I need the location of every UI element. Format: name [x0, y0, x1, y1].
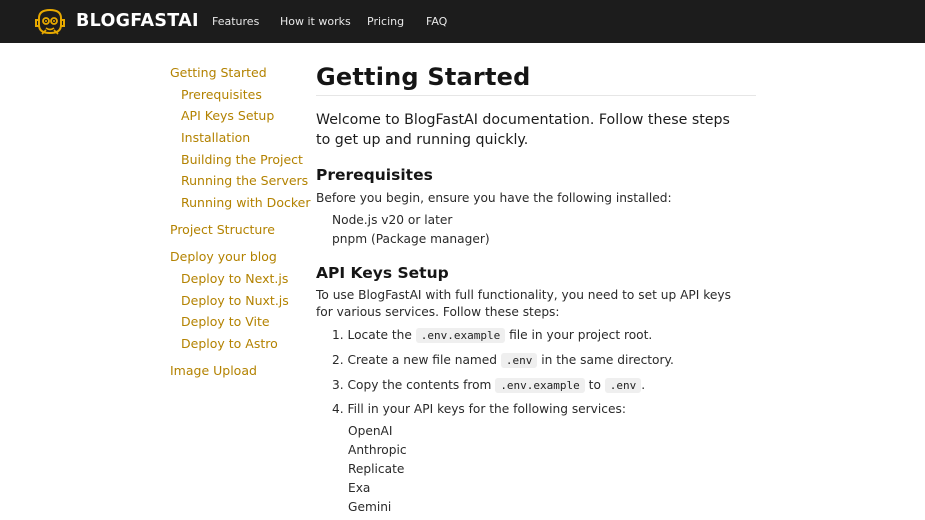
top-navbar: [0, 0, 925, 43]
sidebar-item-prerequisites[interactable]: Prerequisites: [181, 87, 262, 102]
nav-pricing[interactable]: Pricing: [367, 15, 405, 28]
page-title: Getting Started: [316, 63, 531, 91]
sidebar-item-installation[interactable]: Installation: [181, 130, 251, 145]
nav-faq[interactable]: FAQ: [426, 15, 448, 28]
service-anthropic: Anthropic: [348, 443, 407, 457]
sidebar-item-running-with-docker[interactable]: Running with Docker: [181, 195, 311, 210]
sidebar-item-deploy-astro[interactable]: Deploy to Astro: [181, 336, 278, 351]
sidebar-item-api-keys-setup[interactable]: API Keys Setup: [181, 108, 275, 123]
robot-logo-icon[interactable]: [35, 8, 65, 36]
service-replicate: Replicate: [348, 462, 405, 476]
step-3-num: 3.: [332, 378, 344, 392]
step-1: [332, 327, 652, 344]
sidebar-item-building-the-project[interactable]: Building the Project: [181, 152, 303, 167]
step-4: [332, 401, 626, 417]
sidebar-item-getting-started[interactable]: Getting Started: [170, 65, 267, 80]
step-3: [332, 377, 645, 394]
step-4-num: 4.: [332, 402, 344, 416]
step-3-post: .: [641, 378, 646, 392]
step-2-post: in the same directory.: [541, 353, 674, 367]
sidebar-item-deploy-nextjs[interactable]: Deploy to Next.js: [181, 271, 289, 286]
step-3-pre: Copy the contents from: [347, 378, 492, 392]
prerequisites-text: Before you begin, ensure you have the following installed:: [316, 191, 672, 205]
step-2-num: 2.: [332, 353, 344, 367]
env-example-code: .env.example: [495, 378, 584, 393]
step-1-num: 1.: [332, 328, 344, 342]
sidebar-item-project-structure[interactable]: Project Structure: [170, 222, 275, 237]
step-2: [332, 352, 674, 369]
sidebar-item-running-the-servers[interactable]: Running the Servers: [181, 173, 309, 188]
step-1-post: file in your project root.: [509, 328, 653, 342]
title-divider: [316, 95, 756, 96]
sidebar-item-deploy-vite[interactable]: Deploy to Vite: [181, 314, 270, 329]
env-code: .env: [605, 378, 642, 393]
sidebar-item-deploy-nuxtjs[interactable]: Deploy to Nuxt.js: [181, 293, 289, 308]
sidebar-item-deploy-your-blog[interactable]: Deploy your blog: [170, 249, 277, 264]
prereq-item-node: Node.js v20 or later: [332, 213, 453, 227]
intro-paragraph: Welcome to BlogFastAI documentation. Follow these steps to get up and running quickly.: [316, 112, 730, 148]
brand-name[interactable]: BLOGFASTAI: [76, 11, 199, 31]
step-2-pre: Create a new file named: [347, 353, 498, 367]
nav-features[interactable]: Features: [212, 15, 260, 28]
env-example-code: .env.example: [416, 328, 505, 343]
api-keys-text: To use BlogFastAI with full functionality, you need to set up API keys for various services. Follow these steps:: [316, 288, 731, 319]
env-code: .env: [501, 353, 538, 368]
prerequisites-heading: Prerequisites: [316, 166, 433, 184]
step-4-text: Fill in your API keys for the following services:: [347, 402, 626, 416]
prereq-item-pnpm: pnpm (Package manager): [332, 232, 490, 246]
nav-how-it-works[interactable]: How it works: [280, 15, 351, 28]
service-openai: OpenAI: [348, 424, 393, 438]
step-3-mid: to: [588, 378, 601, 392]
service-exa: Exa: [348, 481, 371, 495]
api-keys-heading: API Keys Setup: [316, 264, 449, 282]
service-gemini: Gemini: [348, 500, 392, 514]
step-1-pre: Locate the: [347, 328, 412, 342]
sidebar-item-image-upload[interactable]: Image Upload: [170, 363, 257, 378]
